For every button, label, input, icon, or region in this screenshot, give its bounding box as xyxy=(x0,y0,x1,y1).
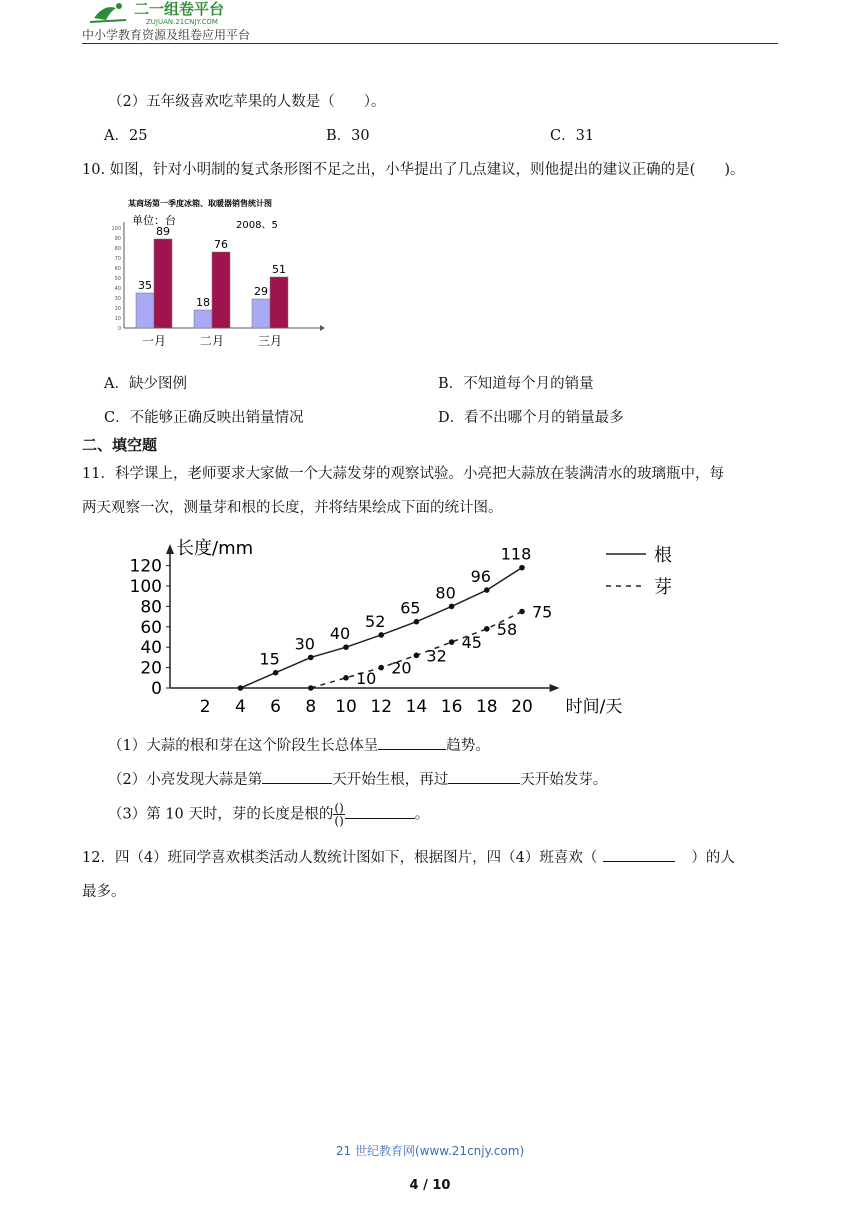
data-label: 20 xyxy=(391,658,412,678)
bar-value-label: 51 xyxy=(272,263,286,276)
q11-sub1 xyxy=(108,734,490,755)
bar-y-tick-label: 40 xyxy=(114,286,121,292)
q11-line2: 两天观察一次，测量芽和根的长度，并将结果绘成下面的统计图。 xyxy=(82,500,503,516)
line-x-tick-label: 4 xyxy=(234,697,246,717)
data-point xyxy=(519,565,525,571)
data-label: 10 xyxy=(356,668,377,688)
q12-text-a: 12．四（4）班同学喜欢棋类活动人数统计图如下，根据图片，四（4）班喜欢（ xyxy=(82,850,598,866)
line-y-axis-arrow xyxy=(166,544,174,554)
q10-option-a: A．缺少图例 xyxy=(104,376,187,392)
data-label: 80 xyxy=(435,583,456,603)
data-point xyxy=(449,639,455,645)
q9-option-a: A．25 xyxy=(104,128,148,144)
line-x-tick-label: 8 xyxy=(305,697,317,717)
q11-sub1-text-a: （1）大蒜的根和芽在这个阶段生长总体呈 xyxy=(108,738,379,754)
q9-option-b: B．30 xyxy=(326,128,370,144)
line-y-tick-label: 120 xyxy=(129,556,162,577)
q10-option-d: D．看不出哪个月的销量最多 xyxy=(438,410,624,426)
bar-category-label: 二月 xyxy=(199,334,225,348)
data-point xyxy=(484,587,490,593)
line-x-axis-label: 时间/天 xyxy=(565,697,623,717)
bar-chart-title: 某商场第一季度冰箱、取暖器销售统计图 xyxy=(128,199,272,208)
legend-label: 根 xyxy=(654,545,672,566)
data-point xyxy=(273,670,279,676)
logo-text: 二一组卷平台 xyxy=(134,0,225,18)
bar-y-tick-label: 90 xyxy=(114,236,121,242)
logo-url-text: ZUJUAN.21CNJY.COM xyxy=(146,18,218,26)
data-point xyxy=(343,644,349,650)
line-y-tick-label: 40 xyxy=(140,638,162,659)
q10-stem: 10. 如图，针对小明制的复式条形图不足之出，小华提出了几点建议，则他提出的建议正确的是( )。 xyxy=(82,162,745,178)
answer-blank-1[interactable] xyxy=(378,735,446,750)
data-point xyxy=(449,604,455,610)
data-label: 32 xyxy=(426,646,447,666)
q9-part2: （2）五年级喜欢吃苹果的人数是（ ）。 xyxy=(108,94,386,110)
q11-sub2-text-c: 天开始发芽。 xyxy=(520,772,608,788)
data-point xyxy=(308,655,314,661)
line-x-tick-label: 18 xyxy=(475,697,498,717)
line-x-tick-label: 2 xyxy=(199,697,211,717)
data-point xyxy=(519,609,525,615)
line-x-tick-label: 12 xyxy=(370,697,393,717)
bar-value-label: 18 xyxy=(196,296,210,309)
bar-value-label: 35 xyxy=(138,279,152,292)
bar-value-label: 76 xyxy=(214,238,228,251)
data-label: 15 xyxy=(259,649,280,669)
bar-y-tick-label: 100 xyxy=(111,226,121,232)
line-x-axis-arrow xyxy=(550,684,560,692)
bar xyxy=(136,293,154,328)
bar-y-tick-label: 30 xyxy=(114,296,121,302)
header-subtitle: 中小学教育资源及组卷应用平台 xyxy=(82,28,251,42)
q12-text-b: ）的人 xyxy=(691,850,735,866)
data-label: 96 xyxy=(470,567,491,587)
line-x-tick-label: 10 xyxy=(335,697,357,717)
bar-y-tick-label: 10 xyxy=(114,316,121,322)
line-y-tick-label: 100 xyxy=(129,577,162,597)
line-x-tick-label: 6 xyxy=(270,697,282,717)
data-label: 65 xyxy=(400,598,421,618)
q11-sub1-text-b: 趋势。 xyxy=(446,738,490,754)
bar-y-tick-label: 50 xyxy=(114,276,121,282)
header-divider xyxy=(82,43,778,44)
q11-sub2 xyxy=(108,768,607,789)
q11-sub2-text-b: 天开始生根，再过 xyxy=(332,772,449,788)
fraction-placeholder: $\frac{()}{()}$ xyxy=(334,801,344,828)
line-x-tick-label: 14 xyxy=(405,697,428,717)
bar-x-axis-arrow xyxy=(320,325,325,331)
bar-value-label: 89 xyxy=(156,225,170,238)
line-y-tick-label: 80 xyxy=(140,597,162,618)
runner-logo-icon xyxy=(90,3,126,22)
line-y-axis-label: 长度/mm xyxy=(176,538,254,559)
site-logo xyxy=(86,0,276,26)
bar-chart-date: 2008、5 xyxy=(236,220,278,231)
bar-y-tick-label: 60 xyxy=(114,266,121,272)
garlic-line-chart xyxy=(120,532,680,722)
q11-sub2-text-a: （2）小亮发现大蒜是第 xyxy=(108,772,263,788)
q11-sub3 xyxy=(108,802,429,827)
bar-y-tick-label: 80 xyxy=(114,246,121,252)
data-point xyxy=(238,685,244,691)
footer-site[interactable]: 21 世纪教育网(www.21cnjy.com) xyxy=(335,1144,525,1158)
answer-blank-4[interactable] xyxy=(345,804,415,819)
q10-option-b: B．不知道每个月的销量 xyxy=(438,376,594,392)
section-title: 二、填空题 xyxy=(82,436,158,454)
bar-category-label: 三月 xyxy=(257,334,283,348)
data-point xyxy=(308,685,314,691)
data-label: 75 xyxy=(532,602,553,622)
bar-chart-unit: 单位：台 xyxy=(132,214,176,227)
q11-sub3-text-a: （3）第 10 天时，芽的长度是根的 xyxy=(108,806,334,823)
sales-bar-chart xyxy=(104,190,330,350)
data-label: 58 xyxy=(496,619,518,639)
legend-label: 芽 xyxy=(654,577,672,598)
bar xyxy=(270,277,288,328)
data-label: 45 xyxy=(461,633,482,653)
data-point xyxy=(414,653,420,659)
bar xyxy=(212,252,230,328)
bar-y-tick-label: 20 xyxy=(114,306,121,312)
bar-y-tick-label: 0 xyxy=(117,326,121,332)
data-label: 40 xyxy=(329,624,351,644)
page-number: 4 / 10 xyxy=(409,1178,451,1193)
q9-option-c: C．31 xyxy=(550,128,595,144)
line-y-tick-label: 60 xyxy=(140,617,162,638)
line-x-tick-label: 16 xyxy=(440,697,463,717)
answer-blank-3[interactable] xyxy=(448,769,520,784)
bar xyxy=(252,299,270,328)
answer-blank-5[interactable] xyxy=(603,847,675,862)
line-y-tick-label: 0 xyxy=(151,679,162,699)
bar-value-label: 29 xyxy=(254,285,268,298)
q12-line1 xyxy=(82,846,735,867)
data-point xyxy=(343,675,349,681)
data-point xyxy=(414,619,420,625)
data-label: 30 xyxy=(294,634,315,654)
bar-y-tick-label: 70 xyxy=(114,256,121,262)
bar xyxy=(194,310,212,328)
data-label: 52 xyxy=(365,611,386,631)
q12-line2: 最多。 xyxy=(82,884,126,900)
q11-line1: 11．科学课上，老师要求大家做一个大蒜发芽的观察试验。小亮把大蒜放在装满清水的玻璃瓶中，每 xyxy=(82,466,724,482)
data-label: 118 xyxy=(500,544,532,564)
bar-category-label: 一月 xyxy=(141,334,167,348)
data-point xyxy=(378,632,384,638)
data-point xyxy=(484,626,490,632)
q10-option-c: C．不能够正确反映出销量情况 xyxy=(104,410,304,426)
q11-sub3-text-b: 。 xyxy=(414,806,430,823)
line-x-tick-label: 20 xyxy=(511,697,533,717)
answer-blank-2[interactable] xyxy=(262,769,332,784)
data-point xyxy=(378,665,384,671)
line-y-tick-label: 20 xyxy=(140,658,162,679)
bar xyxy=(154,239,172,328)
